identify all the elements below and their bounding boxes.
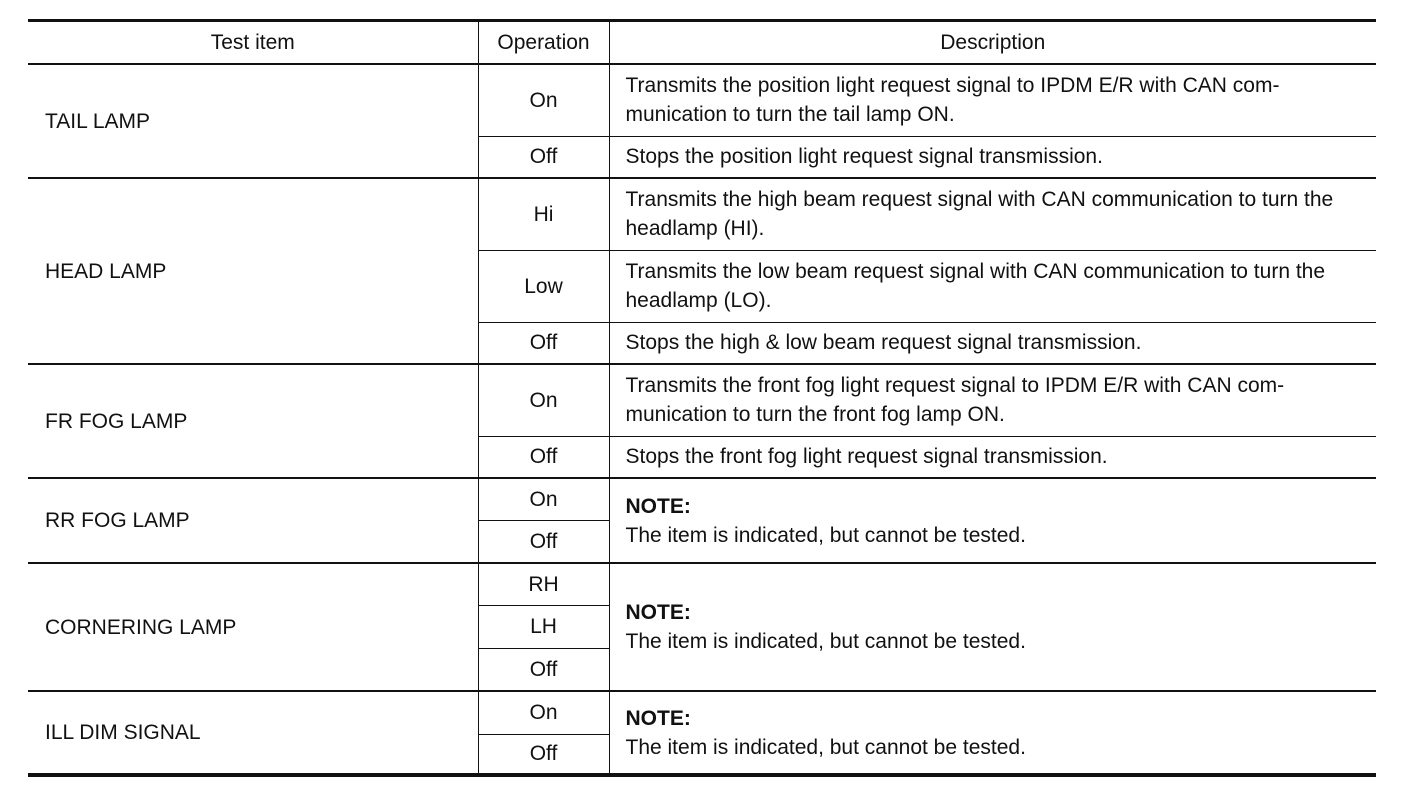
note-cell <box>609 563 1376 691</box>
description-cell: Transmits the front fog light request signal to IPDM E/R with CAN com-munication to turn the front fog lamp ON. <box>609 364 1376 436</box>
operation-cell: Off <box>478 648 609 691</box>
operation-cell: LH <box>478 605 609 648</box>
description-cell: Stops the front fog light request signal transmission. <box>609 436 1376 478</box>
note-label: NOTE: <box>625 706 691 730</box>
operation-cell: On <box>478 691 609 734</box>
table-row <box>28 478 1376 520</box>
operation-cell: Low <box>478 250 609 322</box>
header-row <box>28 21 1376 65</box>
description-cell: Stops the position light request signal transmission. <box>609 136 1376 178</box>
table-row <box>28 64 1376 136</box>
operation-cell: Off <box>478 520 609 563</box>
note-label: NOTE: <box>625 494 691 518</box>
test-item-rr-fog-lamp: RR FOG LAMP <box>28 478 478 563</box>
test-item-tail-lamp: TAIL LAMP <box>28 64 478 178</box>
header-test-item: Test item <box>28 21 478 65</box>
operation-cell: RH <box>478 563 609 605</box>
header-operation: Operation <box>478 21 609 65</box>
table-row <box>28 178 1376 250</box>
test-item-fr-fog-lamp: FR FOG LAMP <box>28 364 478 478</box>
note-label: NOTE: <box>625 601 691 624</box>
description-cell: Transmits the low beam request signal with CAN communication to turn the headlamp (LO). <box>609 250 1376 322</box>
operation-cell: Off <box>478 322 609 364</box>
operation-cell: Hi <box>478 178 609 250</box>
operation-cell: On <box>478 364 609 436</box>
table-row <box>28 563 1376 605</box>
table-row <box>28 364 1376 436</box>
description-cell: Stops the high & low beam request signal transmission. <box>609 322 1376 364</box>
description-cell: Transmits the high beam request signal with CAN communication to turn the headlamp (HI). <box>609 178 1376 250</box>
operation-cell: On <box>478 64 609 136</box>
operation-cell: Off <box>478 734 609 775</box>
note-text: The item is indicated, but cannot be tested. <box>625 523 1026 547</box>
note-cell <box>609 691 1376 775</box>
note-cell <box>609 478 1376 563</box>
note-text: The item is indicated, but cannot be tested. <box>625 630 1026 653</box>
test-item-ill-dim-signal: ILL DIM SIGNAL <box>28 691 478 775</box>
table-row <box>28 691 1376 734</box>
test-item-cornering-lamp: CORNERING LAMP <box>28 563 478 691</box>
description-cell: Transmits the position light request signal to IPDM E/R with CAN com-munication to turn the tail lamp ON. <box>609 64 1376 136</box>
note-text: The item is indicated, but cannot be tested. <box>625 735 1026 759</box>
operation-cell: Off <box>478 436 609 478</box>
test-item-table <box>28 19 1376 777</box>
operation-cell: On <box>478 478 609 520</box>
operation-cell: Off <box>478 136 609 178</box>
test-item-head-lamp: HEAD LAMP <box>28 178 478 364</box>
header-description: Description <box>609 21 1376 65</box>
